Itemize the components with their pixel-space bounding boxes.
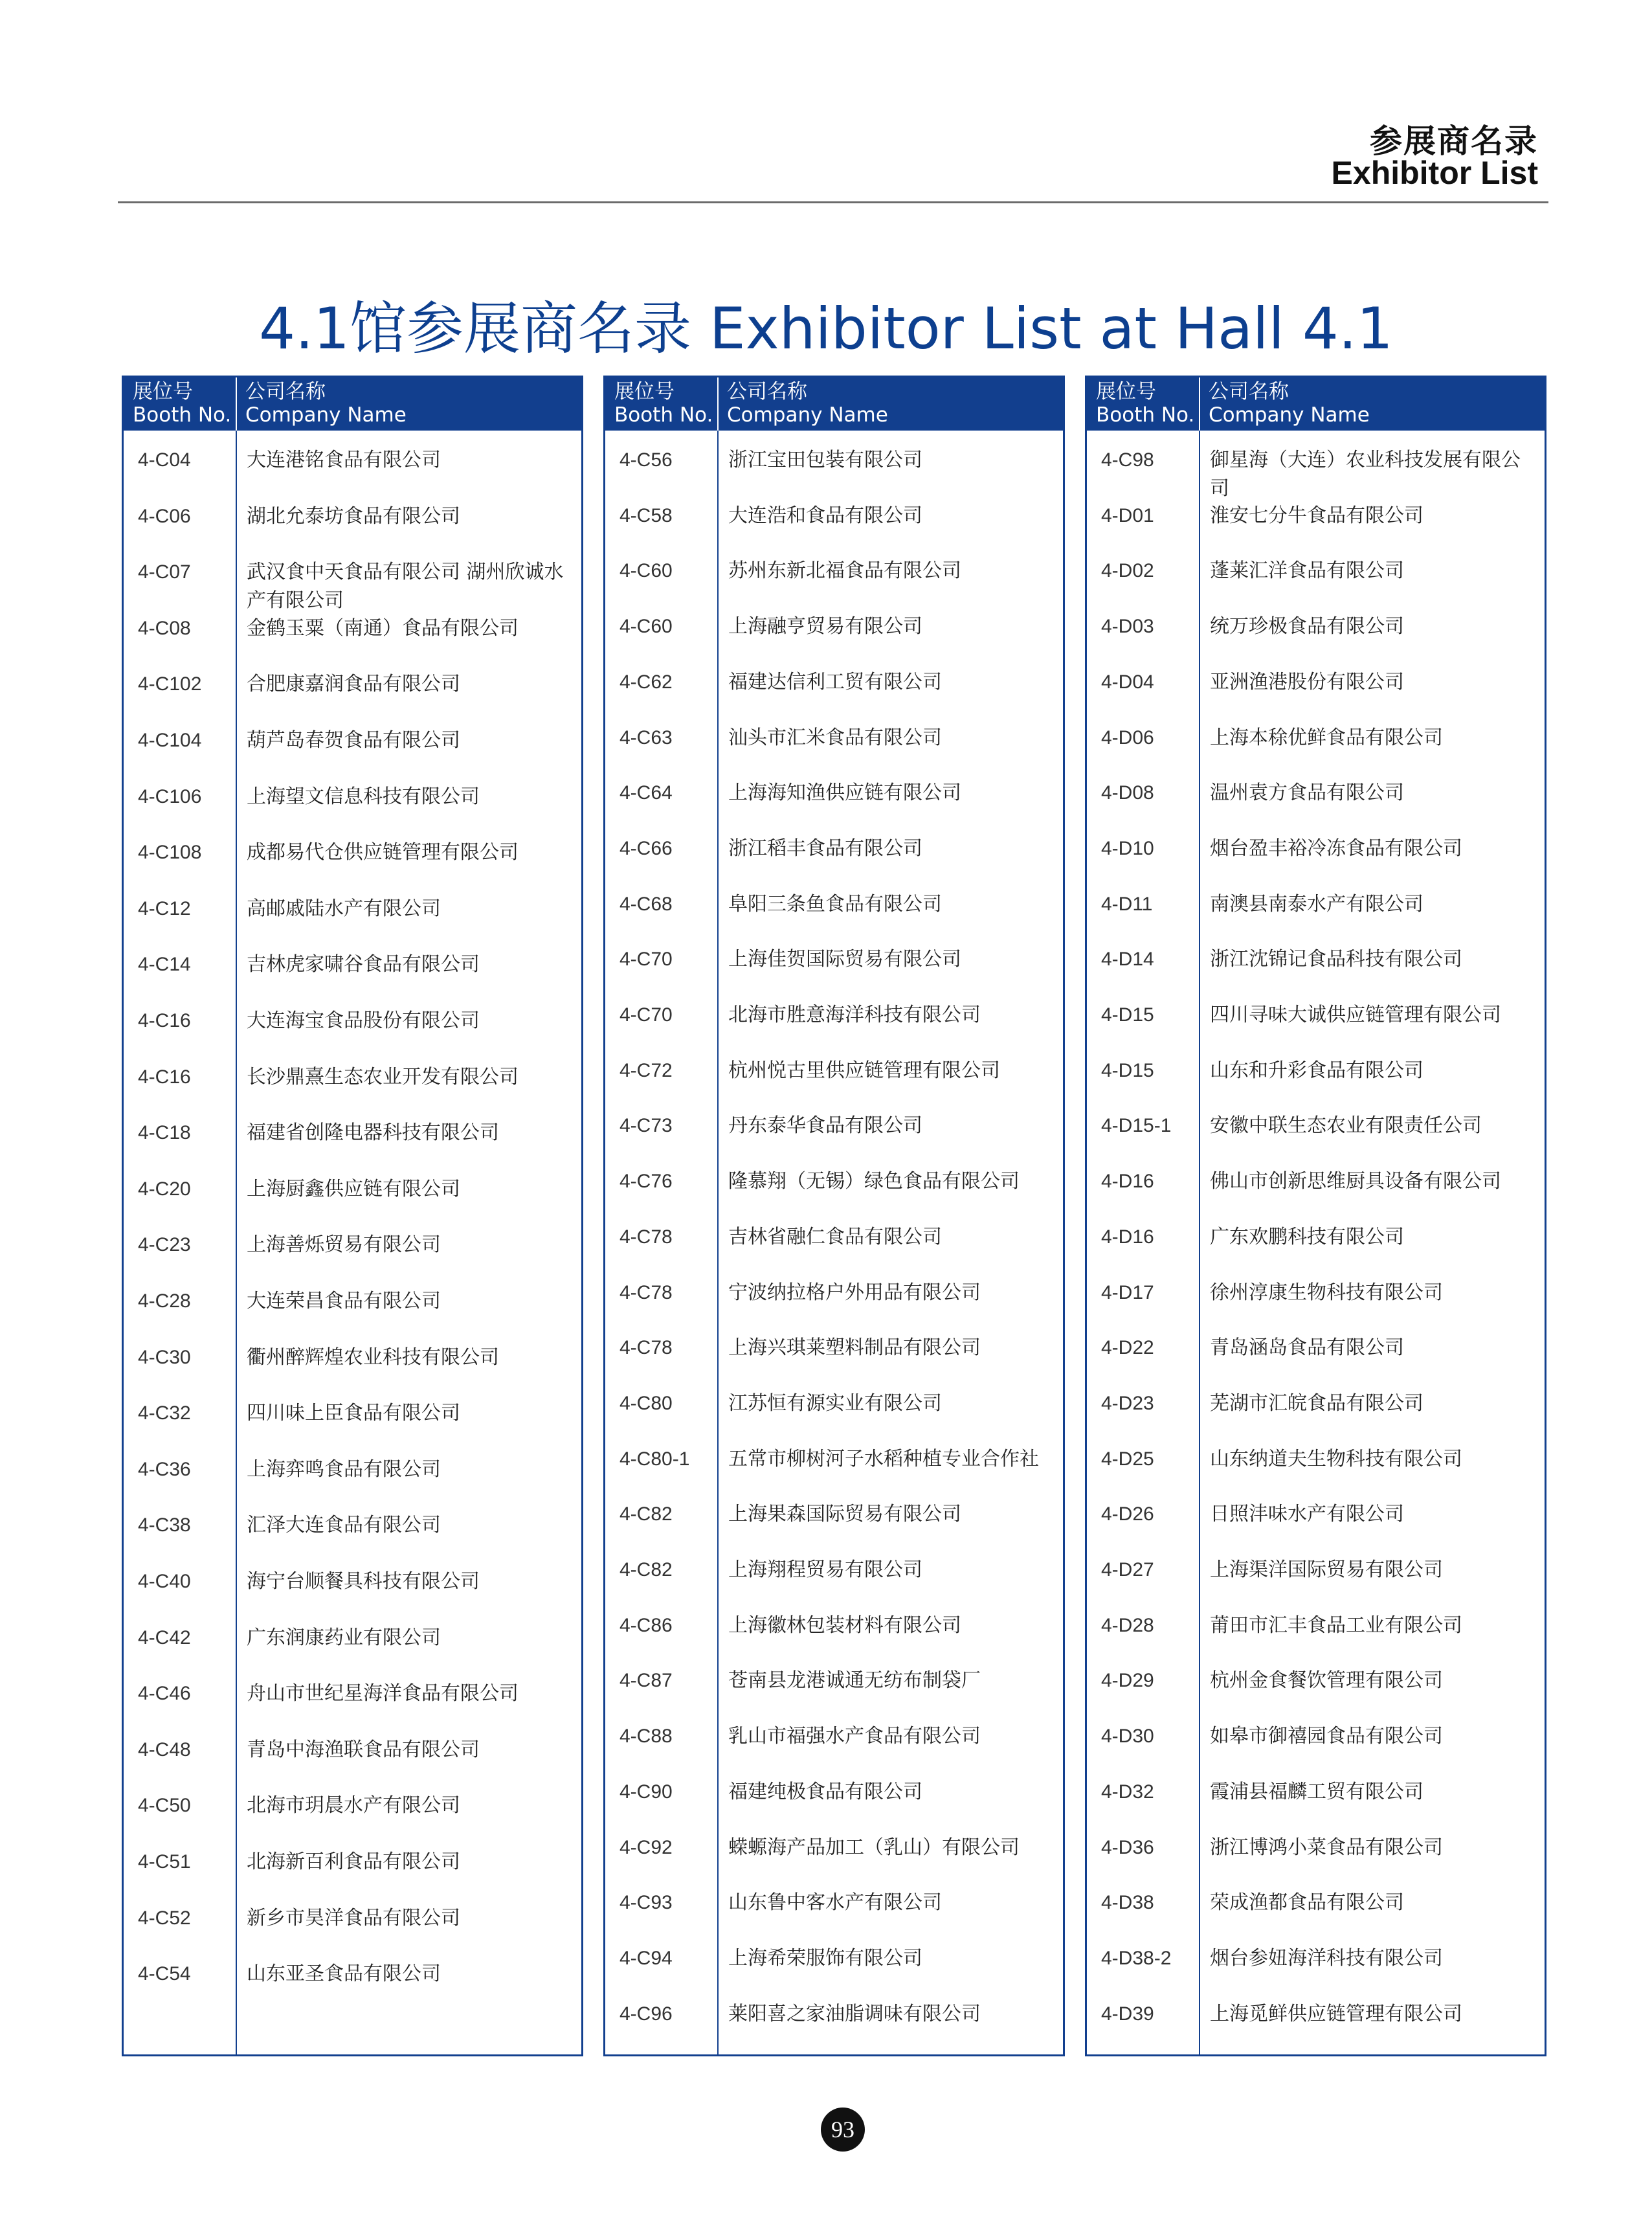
company-name: 上海厨鑫供应链有限公司 — [247, 1177, 460, 1200]
table-header — [124, 377, 581, 431]
company-name: 汇泽大连食品有限公司 — [247, 1514, 441, 1537]
booth-number: 4-C50 — [138, 1795, 191, 1817]
company-header — [727, 380, 888, 427]
booth-header — [1096, 380, 1194, 427]
booth-number: 4-C92 — [620, 1836, 673, 1858]
booth-number: 4-C66 — [620, 837, 673, 859]
booth-number: 4-C98 — [1101, 449, 1154, 471]
company-name: 青岛中海渔联食品有限公司 — [247, 1738, 480, 1761]
booth-number: 4-C80-1 — [620, 1448, 690, 1470]
booth-number: 4-C16 — [138, 1010, 191, 1031]
booth-number: 4-C18 — [138, 1122, 191, 1144]
company-name: 金鹤玉粟（南通）食品有限公司 — [247, 616, 519, 640]
company-header — [245, 380, 407, 427]
column-divider — [717, 431, 719, 2054]
company-name: 隆慕翔（无锡）绿色食品有限公司 — [728, 1170, 1020, 1193]
company-name: 莱阳喜之家油脂调味有限公司 — [728, 2002, 981, 2025]
booth-number: 4-C06 — [138, 505, 191, 527]
company-name: 北海新百利食品有限公司 — [247, 1850, 460, 1873]
company-name: 海宁台顺餐具科技有限公司 — [247, 1570, 480, 1593]
table-header — [1087, 377, 1545, 431]
booth-number: 4-C48 — [138, 1738, 191, 1760]
booth-number: 4-C78 — [620, 1281, 673, 1303]
booth-number: 4-C38 — [138, 1514, 191, 1536]
company-header-cn: 公司名称 — [1209, 380, 1289, 403]
booth-number: 4-C87 — [620, 1670, 673, 1692]
company-name: 宁波纳拉格户外用品有限公司 — [728, 1281, 981, 1304]
booth-number: 4-C60 — [620, 560, 673, 582]
booth-number: 4-D38 — [1101, 1892, 1154, 1914]
booth-number: 4-C52 — [138, 1907, 191, 1929]
company-name: 上海弈鸣食品有限公司 — [247, 1457, 441, 1481]
page-number-badge: 93 — [821, 2108, 865, 2152]
booth-number: 4-D06 — [1101, 726, 1154, 748]
company-name: 四川寻味大诚供应链管理有限公司 — [1210, 1004, 1501, 1026]
booth-header-cn: 展位号 — [614, 380, 675, 403]
booth-number: 4-C88 — [620, 1726, 673, 1748]
booth-number: 4-C62 — [620, 671, 673, 693]
company-name: 统万珍极食品有限公司 — [1210, 615, 1404, 638]
booth-number: 4-D26 — [1101, 1503, 1154, 1525]
booth-number: 4-C63 — [620, 726, 673, 748]
booth-number: 4-C42 — [138, 1626, 191, 1648]
company-name: 吉林虎家啸谷食品有限公司 — [247, 953, 480, 976]
booth-number: 4-C72 — [620, 1059, 673, 1081]
column-divider — [1199, 431, 1200, 2054]
company-name: 温州袁方食品有限公司 — [1210, 781, 1404, 805]
company-name: 乳山市福强水产食品有限公司 — [728, 1725, 981, 1748]
booth-number: 4-C106 — [138, 785, 202, 807]
company-name: 淮安七分牛食品有限公司 — [1210, 504, 1423, 527]
booth-number: 4-D32 — [1101, 1781, 1154, 1803]
booth-number: 4-D27 — [1101, 1559, 1154, 1580]
company-name: 莆田市汇丰食品工业有限公司 — [1210, 1613, 1462, 1637]
booth-number: 4-C93 — [620, 1892, 673, 1914]
booth-number: 4-C90 — [620, 1781, 673, 1803]
company-name: 山东亚圣食品有限公司 — [247, 1962, 441, 1986]
booth-header-cn: 展位号 — [1096, 380, 1156, 403]
company-name: 佛山市创新思维厨具设备有限公司 — [1210, 1170, 1501, 1193]
booth-header-en: Booth No. — [133, 403, 232, 427]
company-name: 浙江沈锦记食品科技有限公司 — [1210, 948, 1462, 971]
company-name: 芜湖市汇皖食品有限公司 — [1210, 1391, 1423, 1415]
company-header-en: Company Name — [1209, 403, 1370, 427]
company-name: 湖北允泰坊食品有限公司 — [247, 504, 460, 528]
booth-number: 4-C78 — [620, 1337, 673, 1359]
booth-number: 4-D28 — [1101, 1614, 1154, 1636]
exhibitor-column-1 — [122, 376, 583, 2056]
company-name: 上海觅鲜供应链管理有限公司 — [1210, 2002, 1462, 2025]
company-name: 广东欢鹏科技有限公司 — [1210, 1225, 1404, 1248]
company-name: 汕头市汇米食品有限公司 — [728, 726, 942, 749]
booth-number: 4-C56 — [620, 449, 673, 471]
booth-number: 4-C30 — [138, 1346, 191, 1368]
booth-header-cn: 展位号 — [133, 380, 193, 403]
header-divider — [1199, 377, 1200, 431]
company-name: 福建省创隆电器科技有限公司 — [247, 1121, 499, 1145]
booth-number: 4-D15-1 — [1101, 1115, 1172, 1137]
company-name: 亚洲渔港股份有限公司 — [1210, 670, 1404, 693]
company-name: 烟台参妞海洋科技有限公司 — [1210, 1946, 1443, 1970]
company-name: 如皋市御禧园食品有限公司 — [1210, 1725, 1443, 1748]
company-name: 大连港铭食品有限公司 — [247, 449, 441, 471]
company-name: 上海望文信息科技有限公司 — [247, 785, 480, 808]
booth-number: 4-C86 — [620, 1614, 673, 1636]
booth-number: 4-D14 — [1101, 949, 1154, 971]
company-name: 北海市胜意海洋科技有限公司 — [728, 1004, 981, 1026]
exhibitor-column-3 — [1085, 376, 1546, 2056]
booth-number: 4-C23 — [138, 1234, 191, 1256]
booth-number: 4-C73 — [620, 1115, 673, 1137]
booth-number: 4-C46 — [138, 1683, 191, 1705]
company-name: 浙江宝田包装有限公司 — [728, 449, 922, 471]
company-name: 荣成渔都食品有限公司 — [1210, 1891, 1404, 1915]
company-name: 江苏恒有源实业有限公司 — [728, 1391, 942, 1415]
company-header — [1209, 380, 1370, 427]
booth-number: 4-C94 — [620, 1947, 673, 1969]
company-name: 福建达信利工贸有限公司 — [728, 670, 942, 693]
company-name: 吉林省融仁食品有限公司 — [728, 1225, 942, 1248]
booth-number: 4-C64 — [620, 782, 673, 804]
company-name: 山东纳道夫生物科技有限公司 — [1210, 1447, 1462, 1470]
header-title-cn: 参展商名录 — [1370, 122, 1538, 160]
company-name: 蓬莱汇洋食品有限公司 — [1210, 559, 1404, 583]
company-name: 上海希荣服饰有限公司 — [728, 1946, 922, 1970]
company-name: 衢州醉辉煌农业科技有限公司 — [247, 1345, 499, 1369]
booth-header-en: Booth No. — [1096, 403, 1195, 427]
booth-number: 4-C76 — [620, 1171, 673, 1193]
booth-number: 4-D04 — [1101, 671, 1154, 693]
booth-number: 4-C14 — [138, 954, 191, 976]
company-name: 丹东泰华食品有限公司 — [728, 1114, 922, 1138]
booth-number: 4-C82 — [620, 1559, 673, 1580]
booth-number: 4-D10 — [1101, 837, 1154, 859]
table-header — [605, 377, 1063, 431]
booth-number: 4-D29 — [1101, 1670, 1154, 1692]
booth-number: 4-C32 — [138, 1402, 191, 1424]
header-divider — [717, 377, 719, 431]
company-name: 浙江博鸿小菜食品有限公司 — [1210, 1836, 1443, 1859]
booth-number: 4-D22 — [1101, 1337, 1154, 1359]
company-name: 成都易代仓供应链管理有限公司 — [247, 841, 519, 864]
header-rule — [118, 201, 1548, 203]
booth-number: 4-D16 — [1101, 1171, 1154, 1193]
booth-number: 4-C102 — [138, 673, 202, 695]
company-name: 山东鲁中客水产有限公司 — [728, 1891, 942, 1915]
company-name: 长沙鼎熹生态农业开发有限公司 — [247, 1065, 519, 1088]
booth-number: 4-C40 — [138, 1571, 191, 1592]
booth-number: 4-D01 — [1101, 504, 1154, 526]
booth-number: 4-C58 — [620, 504, 673, 526]
booth-number: 4-D15 — [1101, 1004, 1154, 1026]
booth-number: 4-C60 — [620, 616, 673, 638]
company-header-cn: 公司名称 — [245, 380, 326, 403]
booth-number: 4-C20 — [138, 1178, 191, 1200]
company-header-en: Company Name — [727, 403, 888, 427]
company-name: 御星海（大连）农业科技发展有限公司 — [1210, 449, 1521, 500]
company-header-en: Company Name — [245, 403, 407, 427]
booth-number: 4-C04 — [138, 449, 191, 471]
company-name: 南澳县南泰水产有限公司 — [1210, 892, 1423, 916]
booth-number: 4-C54 — [138, 1963, 191, 1985]
company-name: 四川味上臣食品有限公司 — [247, 1402, 460, 1425]
booth-number: 4-C78 — [620, 1226, 673, 1248]
company-name: 舟山市世纪星海洋食品有限公司 — [247, 1682, 519, 1705]
company-name: 大连浩和食品有限公司 — [728, 504, 922, 527]
company-name: 上海果森国际贸易有限公司 — [728, 1503, 961, 1526]
company-name: 青岛涵岛食品有限公司 — [1210, 1336, 1404, 1360]
company-name: 阜阳三条鱼食品有限公司 — [728, 892, 942, 916]
booth-number: 4-C51 — [138, 1851, 191, 1872]
company-header-cn: 公司名称 — [727, 380, 807, 403]
booth-number: 4-C70 — [620, 949, 673, 971]
company-name: 苍南县龙港诚通无纺布制袋厂 — [728, 1669, 981, 1692]
booth-number: 4-D08 — [1101, 782, 1154, 804]
booth-number: 4-C80 — [620, 1392, 673, 1414]
company-name: 上海翔程贸易有限公司 — [728, 1558, 922, 1581]
company-name: 苏州东新北福食品有限公司 — [728, 559, 961, 583]
company-name: 合肥康嘉润食品有限公司 — [247, 673, 460, 696]
page-title: 4.1馆参展商名录 Exhibitor List at Hall 4.1 — [259, 295, 1393, 362]
booth-number: 4-D25 — [1101, 1448, 1154, 1470]
company-name: 上海融亨贸易有限公司 — [728, 615, 922, 638]
company-name: 大连荣昌食品有限公司 — [247, 1290, 441, 1312]
booth-number: 4-C70 — [620, 1004, 673, 1026]
booth-number: 4-D15 — [1101, 1059, 1154, 1081]
booth-number: 4-C108 — [138, 842, 202, 864]
booth-number: 4-D03 — [1101, 616, 1154, 638]
booth-number: 4-D38-2 — [1101, 1947, 1172, 1969]
header-title-en: Exhibitor List — [1331, 155, 1538, 191]
booth-number: 4-C08 — [138, 617, 191, 639]
company-name: 大连海宝食品股份有限公司 — [247, 1009, 480, 1032]
company-name: 新乡市昊洋食品有限公司 — [247, 1906, 460, 1929]
booth-number: 4-C82 — [620, 1503, 673, 1525]
booth-number: 4-D36 — [1101, 1836, 1154, 1858]
header-divider — [236, 377, 237, 431]
company-name: 浙江稻丰食品有限公司 — [728, 837, 922, 860]
booth-number: 4-D39 — [1101, 2003, 1154, 2025]
company-name: 山东和升彩食品有限公司 — [1210, 1059, 1423, 1082]
company-name: 上海本稌优鲜食品有限公司 — [1210, 726, 1443, 749]
company-name: 霞浦县福麟工贸有限公司 — [1210, 1780, 1423, 1803]
exhibitor-column-2 — [603, 376, 1065, 2056]
company-name: 日照沣味水产有限公司 — [1210, 1503, 1404, 1526]
company-name: 五常市柳树河子水稻种植专业合作社 — [728, 1447, 1039, 1470]
booth-number: 4-D17 — [1101, 1281, 1154, 1303]
booth-number: 4-D16 — [1101, 1226, 1154, 1248]
company-name: 徐州淳康生物科技有限公司 — [1210, 1281, 1443, 1304]
booth-number: 4-D02 — [1101, 560, 1154, 582]
company-name: 上海佳贺国际贸易有限公司 — [728, 948, 961, 971]
booth-number: 4-C104 — [138, 730, 202, 751]
company-name: 高邮戚陆水产有限公司 — [247, 897, 441, 920]
company-name: 福建纯极食品有限公司 — [728, 1780, 922, 1803]
company-name: 上海善烁贸易有限公司 — [247, 1233, 441, 1257]
booth-number: 4-D30 — [1101, 1726, 1154, 1748]
booth-header — [614, 380, 713, 427]
company-name: 上海渠洋国际贸易有限公司 — [1210, 1558, 1443, 1581]
company-name: 上海兴琪莱塑料制品有限公司 — [728, 1336, 981, 1360]
booth-number: 4-D23 — [1101, 1392, 1154, 1414]
company-name: 北海市玥晨水产有限公司 — [247, 1794, 460, 1817]
booth-number: 4-C16 — [138, 1066, 191, 1088]
booth-number: 4-C96 — [620, 2003, 673, 2025]
company-name: 蝾螈海产品加工（乳山）有限公司 — [728, 1836, 1020, 1859]
company-name: 广东润康药业有限公司 — [247, 1626, 441, 1649]
company-name: 杭州悦古里供应链管理有限公司 — [728, 1059, 1000, 1082]
column-divider — [236, 431, 237, 2054]
booth-header-en: Booth No. — [614, 403, 713, 427]
booth-header — [133, 380, 231, 427]
company-name: 安徽中联生态农业有限责任公司 — [1210, 1114, 1482, 1138]
booth-number: 4-C07 — [138, 561, 191, 583]
company-name: 武汉食中天食品有限公司 湖州欣诚水产有限公司 — [247, 561, 564, 613]
company-name: 上海海知渔供应链有限公司 — [728, 781, 961, 805]
booth-number: 4-C12 — [138, 897, 191, 919]
company-name: 葫芦岛春贺食品有限公司 — [247, 729, 460, 752]
company-name: 杭州金食餐饮管理有限公司 — [1210, 1669, 1443, 1692]
booth-number: 4-C68 — [620, 893, 673, 915]
company-name: 上海徽林包装材料有限公司 — [728, 1613, 961, 1637]
booth-number: 4-D11 — [1101, 893, 1153, 915]
booth-number: 4-C28 — [138, 1290, 191, 1312]
booth-number: 4-C36 — [138, 1458, 191, 1480]
company-name: 烟台盈丰裕冷冻食品有限公司 — [1210, 837, 1462, 860]
